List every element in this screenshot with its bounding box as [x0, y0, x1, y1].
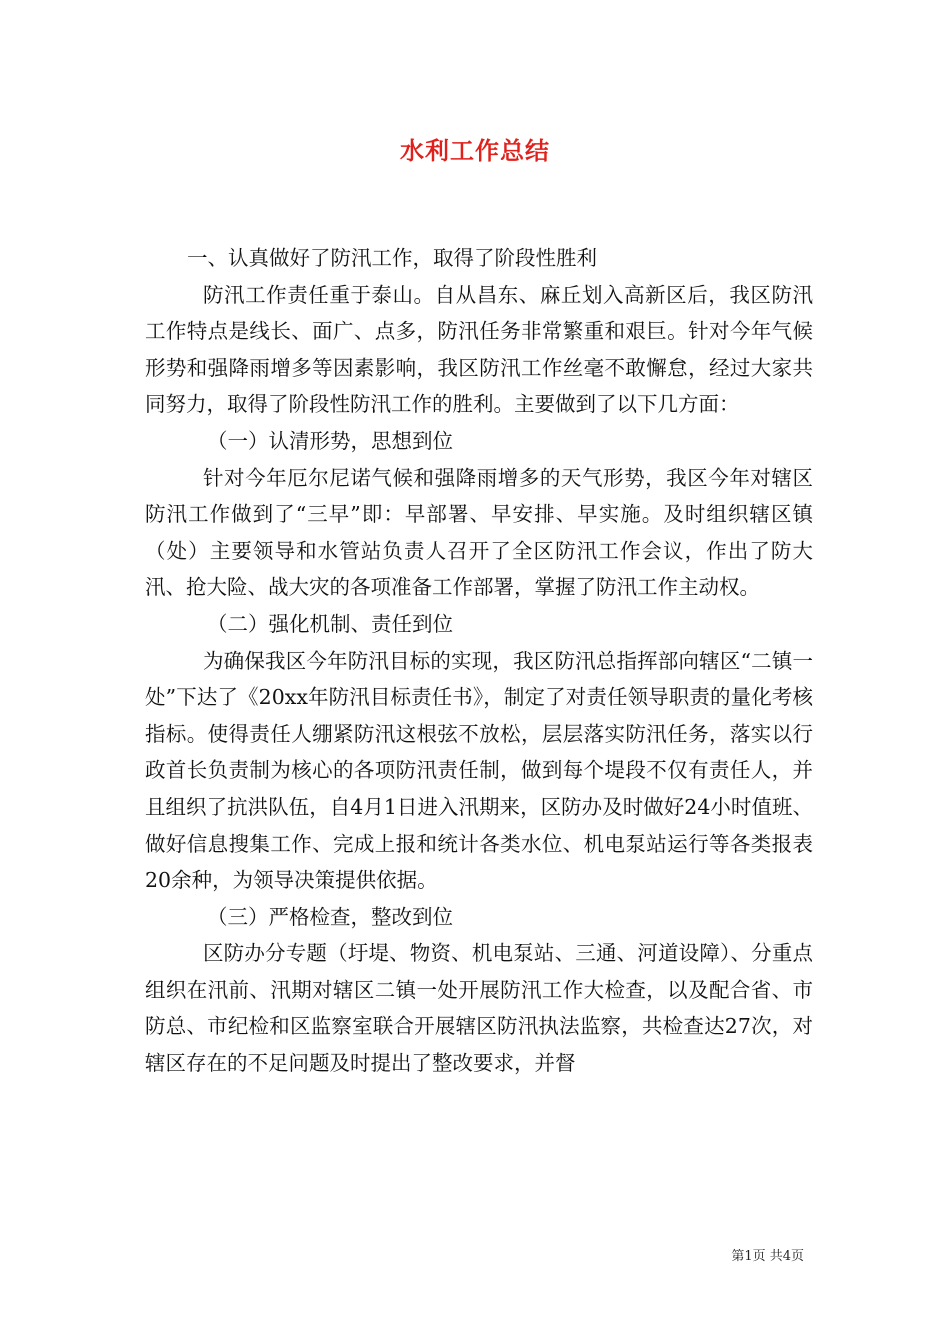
paragraph-3: 区防办分专题（圩堤、物资、机电泵站、三通、河道设障）、分重点组织在汛前、汛期对辖区二镇一处开展防汛工作大检查，以及配合省、市防总、市纪检和区监察室联合开展辖区防汛执法监察，共检查达27次，对辖区存在的不足问题及时提出了整改要求，并督	[145, 941, 813, 1076]
subheading-2: （二）强化机制、责任到位	[207, 611, 453, 636]
paragraph-intro: 防汛工作责任重于泰山。自从昌东、麻丘划入高新区后，我区防汛工作特点是线长、面广、点多，防汛任务非常繁重和艰巨。针对今年气候形势和强降雨增多等因素影响，我区防汛工作丝毫不敢懈怠，经过大家共同努力，取得了阶段性防汛工作的胜利。主要做到了以下几方面：	[145, 282, 813, 417]
subheading-3: （三）严格检查，整改到位	[207, 904, 453, 929]
subheading-1: （一）认清形势，思想到位	[207, 428, 453, 453]
section-heading-1: 一、认真做好了防汛工作，取得了阶段性胜利	[187, 246, 597, 270]
page-footer: 第1页 共4页	[731, 1249, 804, 1264]
paragraph-1: 针对今年厄尔尼诺气候和强降雨增多的天气形势，我区今年对辖区防汛工作做到了“三早”即：早部署、早安排、早实施。及时组织辖区镇（处）主要领导和水管站负责人召开了全区防汛工作会议，作出了防大汛、抢大险、战大灾的各项准备工作部署，掌握了防汛工作主动权。	[145, 465, 813, 600]
document-body	[145, 240, 813, 1082]
document-title: 水利工作总结	[400, 136, 550, 165]
paragraph-2: 为确保我区今年防汛目标的实现，我区防汛总指挥部向辖区“二镇一处”下达了《20xx年防汛目标责任书》，制定了对责任领导职责的量化考核指标。使得责任人绷紧防汛这根弦不放松，层层落实防汛任务，落实以行政首长负责制为核心的各项防汛责任制，做到每个堤段不仅有责任人，并且组织了抗洪队伍，自4月1日进入汛期来，区防办及时做好24小时值班、做好信息搜集工作、完成上报和统计各类水位、机电泵站运行等各类报表20余种，为领导决策提供依据。	[145, 648, 813, 893]
